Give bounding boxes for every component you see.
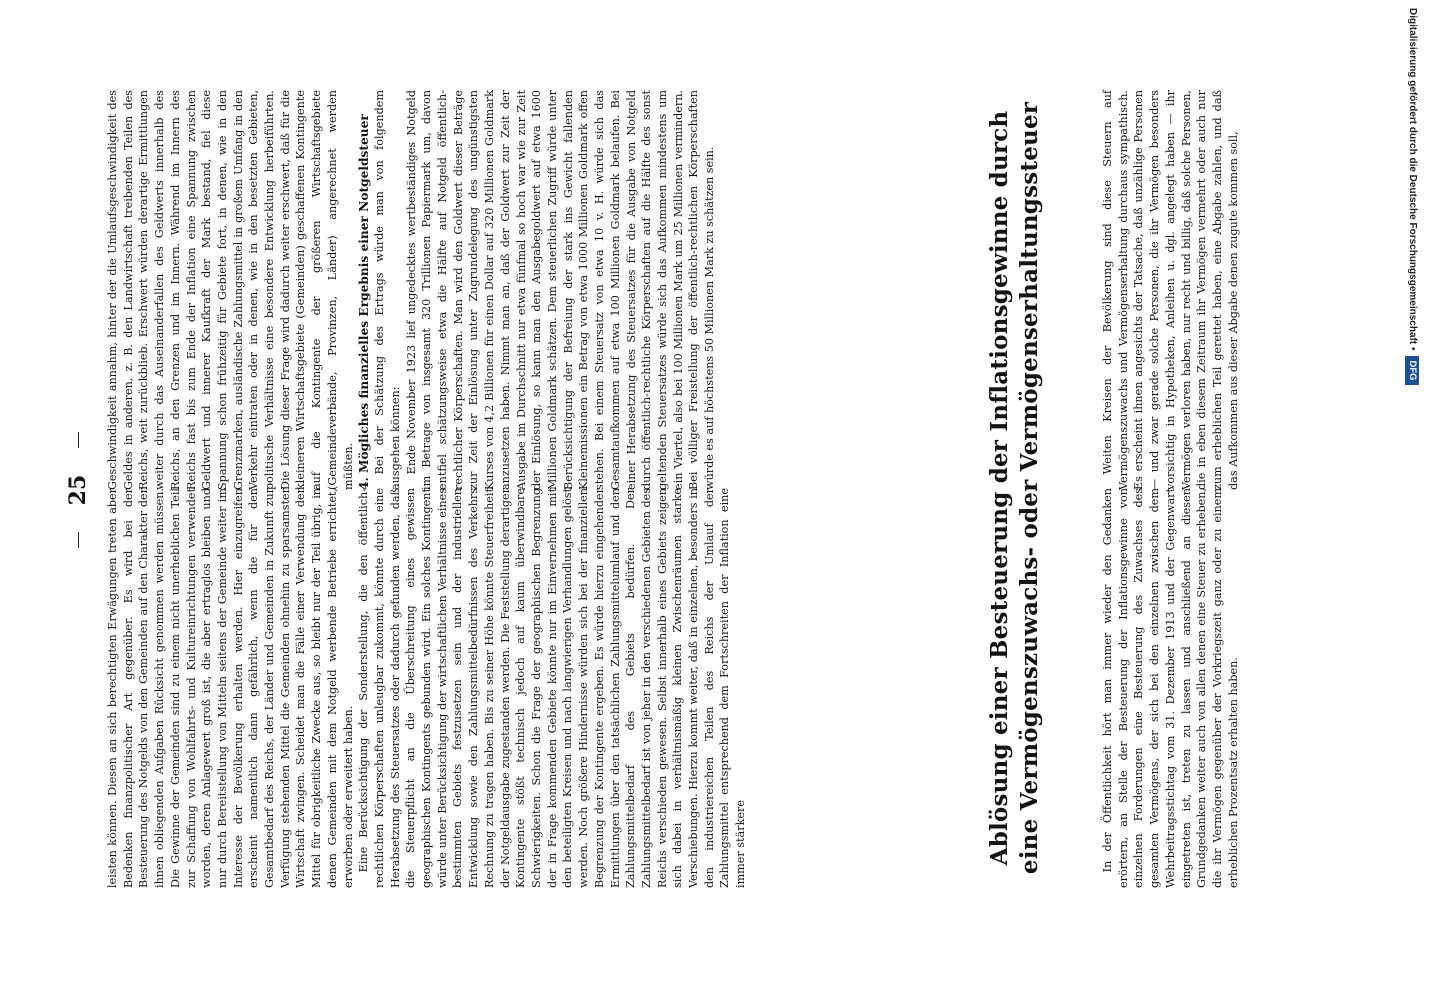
paragraph: In der Öffentlichkeit hört man immer wieder den Gedanken erörtern, an Stelle der Besteuerung der Inflationsgewinne von einzelnen Forderungen eine Besteuerung des Zuwachses des gesamten Vermögens, der sich bei den einzelnen zwischen dem Wehrbeitragsstichtag vom 31. Dezember 1913 und der Gegenwart eingetreten ist, treten zu lassen und anschließend an diesen Grundgedanken weiter auch von allen denen eine Steuer zu erheben, die ihr Vermögen gegenüber der Vorkriegszeit ganz oder zu einem erheblichen Prozentsatz erhalten haben.: [1101, 488, 1240, 888]
paragraph: leisten können. Diesen an sich berechtigten Erwägungen treten aber Bedenken finanzpolitischer Art gegenüber. Es wird bei der Besteuerung des Notgelds von den Gemeinden auf den Charakter der ihnen obliegenden Aufgaben Rücksicht genommen werden müssen. Die Gewinne der Gemeinden sind zu einem nicht unerheblichen Teil zur Schaffung von Wohlfahrts- und Kultureinrichtungen verwendet worden, deren Anlagewert groß ist, die aber ertraglos bleiben und nur durch Bereitstellung von Mitteln seitens der Gemeinde weiter im Interesse der Bevölkerung erhalten werden. Hier einzugreifen erscheint namentlich dann gefährlich, wenn die für den Gesamtbedarf des Reichs, der Länder und Gemeinden in Zukunft zur Verfügung stehenden Mittel die Gemeinden ohnehin zu sparsamster Wirtschaft zwingen. Scheidet man die Fälle einer Verwendung der Mittel für obrigkeitliche Zwecke aus, so bleibt nur der Teil übrig, in denen Gemeinden mit dem Notgeld werbende Betriebe errichtet, erworben oder erweitert haben.: [106, 488, 355, 888]
column-right-bottom: [1100, 90, 1300, 490]
page-number: 25: [65, 474, 91, 506]
digitization-credit: [1405, 8, 1431, 992]
dfg-logo: DFG: [1405, 356, 1419, 384]
paragraph: Eine Berücksichtigung der Sonderstellung, die den öffentlich-rechtlichen Körperschaften unleugbar zukommt, könnte durch eine Herabsetzung des Steuersatzes oder dadurch gefunden werden, daß die Steuerpflicht an die Überschreitung eines gewissen geographischen Kontingents gebunden wird. Ein solches Kontingent würde unter Berücksichtigung der wirtschaftlichen Verhältnisse eines bestimmten Gebiets festzusetzen sein und der industriellen Entwicklung sowie den Zahlungsmittelbedürfnissen des Verkehrs Rechnung zu tragen haben. Bis zu seiner Höhe könnte Steuerfreiheit der Notgeldausgabe zugestanden werden. Die Feststellung derartiger Kontingente stößt technisch jedoch auf kaum überwindbare Schwierigkeiten. Schon die Frage der geographischen Begrenzung der in Frage kommenden Gebiete könnte nur im Einvernehmen mit den beteiligten Kreisen und nach langwierigen Verhandlungen gelöst werden. Noch größere Hindernisse würden sich bei der finanziellen Begrenzung der Kontingente ergeben. Es würde hierzu eingehender Ermittlungen über den tatsächlichen Zahlungsmittelumlauf und den Zahlungsmittelbedarf des Gebiets bedürfen. Der Zahlungsmittelbedarf ist von jeher in den verschiedenen Gebieten des Reichs verschieden gewesen. Selbst innerhalb eines Gebiets zeigen sich dabei in verhältnismäßig kleinen Zwischenräumen starke Verschiebungen. Hierzu kommt weiter, daß in einzelnen, besonders in den industriereichen Teilen des Reichs der Umlauf der Zahlungsmittel entsprechend dem Fortschreiten der Inflation eine immer stärkere: [357, 488, 748, 888]
credit-text: Digitalisierung gefördert durch die Deutsche Forschungsgemeinschaft •: [1407, 8, 1418, 351]
paragraph: Bei der Schätzung des Ertrags würde man von folgendem ausgehen können:: [373, 90, 402, 490]
column-right-top: [105, 90, 885, 490]
column-left-bottom: [1100, 488, 1300, 888]
column-left-top: [105, 488, 885, 888]
paragraph: Ende November 1923 lief ungedecktes wertbeständiges Notgeld im Betrage von insgesamt 320 Trillionen Papiermark um, davon entfiel schätzungsweise etwa die Hälfte auf Notgeld öffentlich-rechtlicher Körperschaften. Man wird den Goldwert dieser Beträge zur Zeit der Einlösung unter Zugrundelegung des ungünstigsten Kurses von 4,2 Billionen für einen Dollar auf 320 Millionen Goldmark anzusetzen haben. Nimmt man an, daß der Goldwert zur Zeit der Ausgabe im Durchschnitt nur etwa fünfmal so hoch war wie zur Zeit der Einlösung, so kann man den Ausgabegoldwert auf etwa 1600 Millionen Goldmark schätzen. Dem steuerlichen Zugriff würde unter Berücksichtigung der Befreiung der stark ins Gewicht fallenden Kleinemissionen ein Betrag von etwa 1000 Millionen Goldmark offen stehen. Bei einem Steuersatz von etwa 10 v. H. würde sich das Gesamtaufkommen auf etwa 100 Millionen Goldmark belaufen. Bei einer Herabsetzung des Steuersatzes für die Ausgabe von Notgeld durch öffentlich-rechtliche Körperschaften auf die Hälfte des sonst geltenden Steuersatzes würde sich das Aufkommen mindestens um ein Viertel, also bei 100 Millionen Mark um 25 Millionen vermindern. Bei völliger Freistellung der öffentlich-rechtlichen Körperschaften würde es auf höchstens 50 Millionen Mark zu schätzen sein.: [404, 90, 717, 490]
paragraph: Geschwindigkeit annahm, hinter der die Umlaufsgeschwindigkeit des Geldes in anderen, z. B. den Landwirtschaft treibenden Teilen des Reichs, weit zurückblieb. Erschwert würden derartige Ermittlungen weiter durch das Auseinanderfallen des Geldwerts innerhalb des Reichs, an den Grenzen und im Innern. Während im Innern des Reichs fast bis zum Ende der Inflation eine Spannung zwischen Geldwert und innerer Kaufkraft der Mark bestand, fiel diese Spannung schon frühzeitig für Gebiete fort, in denen, wie in den Grenzmarken, ausländische Zahlungsmittel in großem Umfang in den Verkehr eintraten oder in denen, wie in den besetzten Gebieten, politische Verhältnisse eine besondere Entwicklung herbeiführten. Die Lösung dieser Frage wird dadurch weiter erschwert, daß für die kleineren Wirtschaftsgebiete (Gemeinden) geschaffenen Kontingente auf die Kontingente der größeren Wirtschaftsgebiete (Gemeindeverbände, Provinzen, Länder) angerechnet werden müßten.: [106, 90, 355, 490]
subheading: 4. Mögliches finanzielles Ergebnis einer Notgeldsteuer: [357, 114, 372, 490]
section-heading: Ablösung einer Besteuerung der Inflationsgewinne durch eine Vermögenszuwachs- oder Vermögenserhaltungssteuer: [986, 101, 1043, 875]
paragraph: Weiten Kreisen der Bevölkerung sind diese Steuern auf Vermögenszuwachs und Vermögenserhaltung durchaus sympathisch. Es erscheint ihnen angesichts der Tatsache, daß unzählige Personen — und zwar gerade solche Personen, die ihr Vermögen besonders vorsichtig in Hypotheken, Anleihen u. dgl. angelegt haben — ihr Vermögen verloren haben, nur recht und billig, daß solche Personen, die in eben diesem Zeitraum ihr Vermögen vermehrt oder auch nur zum erheblichen Teil gerettet haben, eine Abgabe zahlen, und daß das Aufkommen aus dieser Abgabe denen zugute kommen soll,: [1101, 90, 1240, 490]
page-number-dash-left: [78, 532, 79, 548]
page-number-dash-right: [78, 432, 79, 448]
